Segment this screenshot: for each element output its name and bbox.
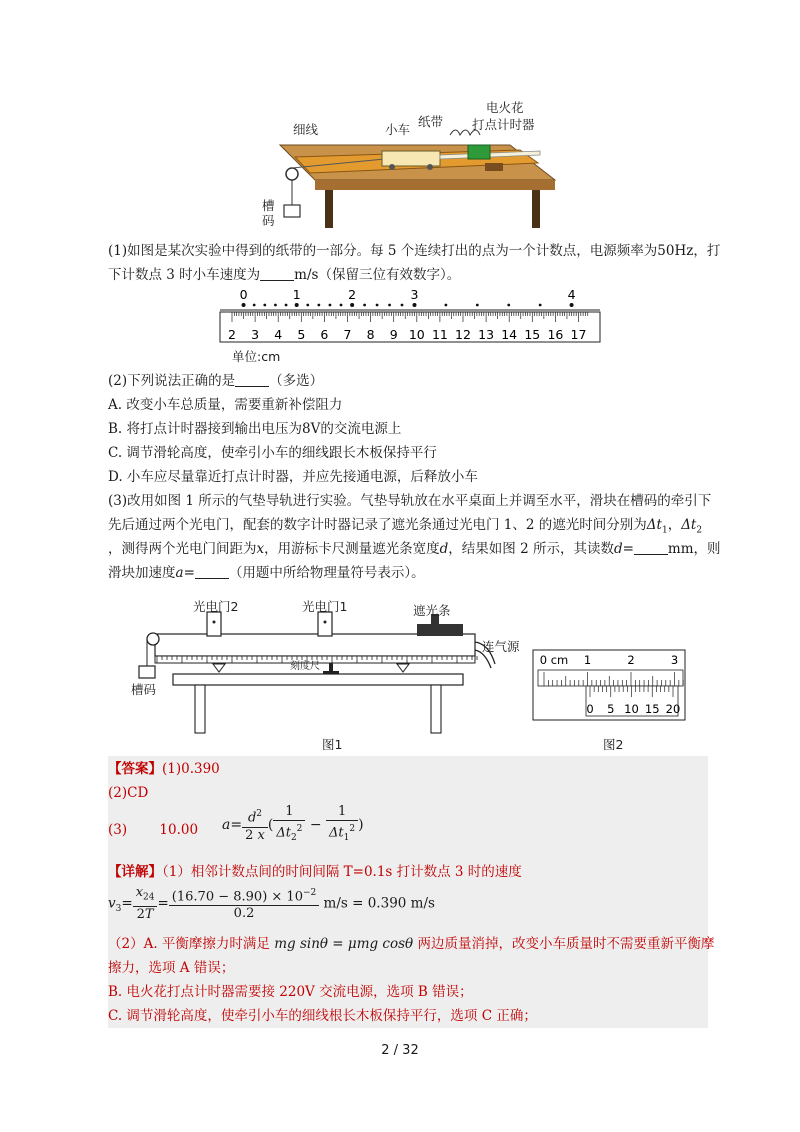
vernier-label: 0: [586, 702, 594, 716]
ruler-cm-label: 16: [547, 327, 564, 342]
tape-dot: [376, 304, 379, 307]
count-point-label: 0: [239, 287, 248, 302]
explain-line5: C. 调节滑轮高度，使牵引小车的细线根长木板保持平行，选项 C 正确；: [108, 1008, 537, 1024]
q2-title: (2)下列说法正确的是 （多选）: [108, 373, 324, 389]
ruler-cm-label: 17: [570, 327, 587, 342]
tape-dot: [539, 304, 542, 307]
tape-dot: [507, 304, 510, 307]
vernier-label: 15: [644, 702, 660, 716]
q3-line3: ，测得两个光电门间距为x，用游标卡尺测量遮光条宽度d，结果如图 2 所示，其读数d= mm，则: [108, 541, 721, 557]
ruler-cm-label: 3: [251, 327, 260, 342]
label-gate1: 光电门1: [302, 599, 348, 614]
tape-dot: [340, 304, 343, 307]
tape-dot: [329, 304, 332, 307]
tape-dot: [263, 304, 266, 307]
label-dianhuohua: 电火花: [486, 100, 524, 115]
ruler-cm-label: 8: [366, 327, 375, 342]
count-point-label: 2: [348, 287, 357, 302]
count-point-dot: [412, 303, 416, 307]
explain-line1: 【详解】（1）相邻计数点间的时间间隔 T=0.1s 打计数点 3 时的速度: [108, 864, 522, 880]
label-caoma-top: 槽 码: [262, 198, 275, 228]
ruler-cm-label: 15: [524, 327, 541, 342]
main-scale-label: 1: [583, 653, 592, 667]
ruler-cm-label: 9: [389, 327, 398, 342]
explain-v3-formula: $v_3=$ $\frac{x_{24}}{2T}$ = $\frac{(16.70 - 8.90) \times 10^{-2}}{0.2}$ m/s = 0.390 m/s: [108, 885, 435, 922]
q3-line2: 先后通过两个光电门，配套的数字计时器记录了遮光条通过光电门 1、2 的遮光时间分别为$\Delta t_1$，$\Delta t_2$: [108, 517, 703, 536]
label-dadian: 打点计时器: [472, 117, 535, 132]
explain-line2: （2）A. 平衡摩擦力时满足 mg sinθ = μmg cosθ 两边质量消掉，改变小车质量时不需要重新平衡摩: [108, 936, 715, 952]
blank-speed[interactable]: [260, 266, 294, 281]
count-point-dot: [570, 303, 574, 307]
answer-line3: (3) 10.00: [108, 822, 199, 838]
vernier-label: 20: [665, 702, 681, 716]
q2-option-d: D. 小车应尽量靠近打点计时器，并应先接通电源，后释放小车: [108, 469, 478, 485]
tape-dot: [317, 304, 320, 307]
tape-dot: [363, 304, 366, 307]
q3-line1: (3)改用如图 1 所示的气垫导轨进行实验。气垫导轨放在水平桌面上并调至水平，滑块在槽码的牵引下: [108, 493, 712, 509]
tape-dot: [476, 304, 479, 307]
vernier-figure: [530, 648, 690, 724]
ruler-cm-label: 5: [297, 327, 306, 342]
label-xiaoche: 小车: [385, 122, 411, 137]
count-point-label: 3: [410, 287, 419, 302]
ruler-cm-label: 11: [431, 327, 448, 342]
blank-q2[interactable]: [235, 372, 269, 387]
count-point-dot: [242, 303, 246, 307]
explain-line4: B. 电火花打点计时器需要接 220V 交流电源，选项 B 错误；: [108, 984, 473, 1000]
blank-d[interactable]: [634, 540, 668, 555]
label-xixian: 细线: [293, 122, 319, 137]
answer-line1: 【答案】(1)0.390: [108, 761, 220, 777]
q2-option-b: B. 将打点计时器接到输出电压为8V的交流电源上: [108, 421, 402, 437]
count-point-dot: [350, 303, 354, 307]
ruler-cm-label: 12: [455, 327, 471, 342]
tape-dot: [401, 304, 404, 307]
q3-line4: 滑块加速度a= （用题中所给物理量符号表示）。: [108, 565, 425, 581]
blank-a[interactable]: [195, 564, 229, 579]
q2-option-a: A. 改变小车总质量，需要重新补偿阻力: [108, 397, 343, 413]
figure2-caption: 图2: [603, 737, 624, 752]
label-weight: 槽码: [131, 682, 157, 697]
tape-dot: [274, 304, 277, 307]
tape-dot: [253, 304, 256, 307]
ruler-cm-label: 2: [228, 327, 236, 342]
ruler-cm-label: 10: [408, 327, 425, 342]
ruler-cm-label: 6: [320, 327, 329, 342]
ruler-cm-label: 13: [478, 327, 495, 342]
explain-line3: 擦力，选项 A 错误；: [108, 960, 235, 976]
ruler-cm-label: 4: [274, 327, 283, 342]
tape-dot: [306, 304, 309, 307]
figure1-caption: 图1: [322, 737, 343, 752]
label-zhidai: 纸带: [418, 114, 444, 129]
label-air-source: 连气源: [482, 639, 520, 654]
tape-dot: [285, 304, 288, 307]
count-point-dot: [295, 303, 299, 307]
answer-line2: (2)CD: [108, 785, 149, 801]
vernier-label: 10: [624, 702, 639, 716]
label-scale: 刻度尺: [290, 661, 320, 672]
air-track-figure: [135, 598, 515, 738]
page-number: 2 / 32: [381, 1043, 419, 1058]
main-scale-label: 0 cm: [539, 653, 569, 667]
ruler-unit: 单位:cm: [232, 349, 281, 364]
q2-option-c: C. 调节滑轮高度，使牵引小车的细线跟长木板保持平行: [108, 445, 437, 461]
label-gate2: 光电门2: [193, 599, 239, 614]
count-point-label: 4: [567, 287, 576, 302]
ruler-cm-label: 7: [343, 327, 352, 342]
label-strip: 遮光条: [413, 603, 451, 618]
answer-a-formula: a= $\frac{d^2}{2 x}$ ( $\frac{1}{\Delta t_2^2}$ − $\frac{1}{\Delta t_1^2}$ ): [222, 804, 364, 843]
count-point-label: 1: [292, 287, 301, 302]
main-scale-label: 3: [670, 653, 679, 667]
q1-line2: 下计数点 3 时小车速度为 m/s（保留三位有效数字）。: [108, 267, 461, 283]
tape-dot: [445, 304, 448, 307]
tape-dot: [388, 304, 391, 307]
vernier-label: 5: [607, 702, 615, 716]
main-scale-label: 2: [627, 653, 635, 667]
ruler-cm-label: 14: [501, 327, 518, 342]
q1-line1: (1)如图是某次实验中得到的纸带的一部分。每 5 个连续打出的点为一个计数点，电源频率为50Hz，打: [108, 243, 721, 259]
